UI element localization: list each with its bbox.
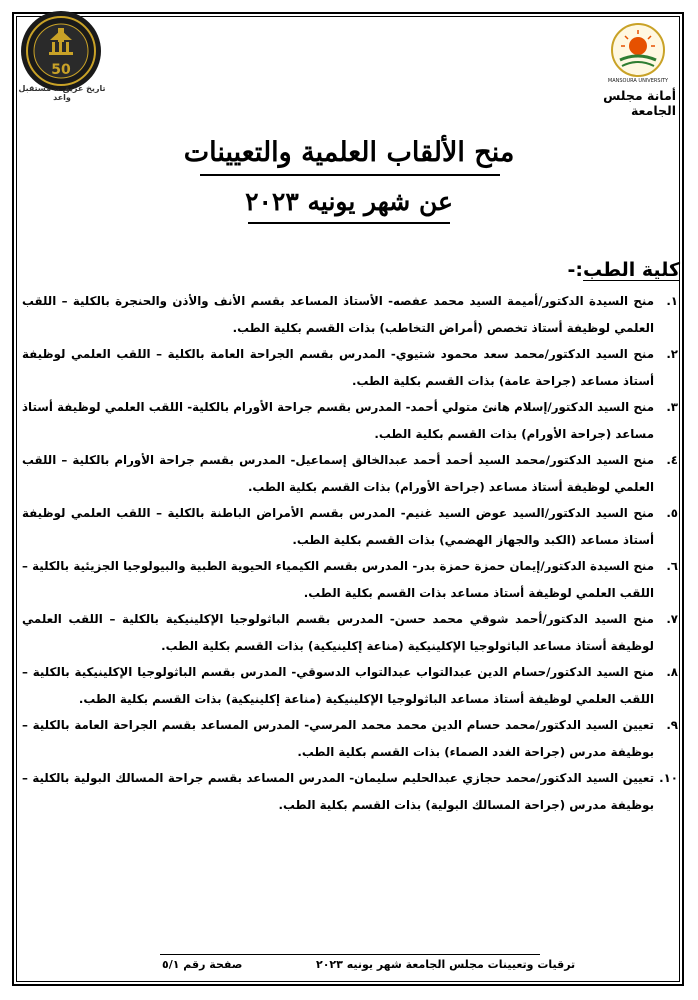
item-number: ٦. xyxy=(666,559,678,573)
list-item xyxy=(22,659,678,712)
svg-text:MANSOURA UNIVERSITY: MANSOURA UNIVERSITY xyxy=(608,78,668,84)
item-number: ٤. xyxy=(666,453,678,467)
list-item xyxy=(22,500,678,553)
item-number: ١٠. xyxy=(659,771,678,785)
footer-divider xyxy=(160,954,540,955)
item-text: منح السيد الدكتور/محمد السيد أحمد أحمد عبدالخالق إسماعيل- المدرس بقسم جراحة الأورام بالكلية – اللقب العلمي لوظيفة أستاذ مساعد (جراحة الأورام) بذات القسم بكلية الطب. xyxy=(22,453,654,494)
item-text: منح السيد الدكتور/محمد سعد محمود شتيوي- المدرس بقسم الجراحة العامة بالكلية – اللقب العلمي لوظيفة أستاذ مساعد (جراحة عامة) بذات القسم بكلية الطب. xyxy=(22,347,654,388)
university-logo xyxy=(608,22,668,84)
anniversary-logo xyxy=(20,10,102,92)
document-subtitle: عن شهر يونيه ٢٠٢٣ xyxy=(245,187,453,216)
list-item xyxy=(22,394,678,447)
item-text: منح السيد الدكتور/السيد عوض السيد غنيم- المدرس بقسم الأمراض الباطنة بالكلية – اللقب العلمي لوظيفة أستاذ مساعد (الكبد والجهاز الهضمي) بذات القسم بكلية الطب. xyxy=(22,506,654,547)
item-text: تعيين السيد الدكتور/محمد حجازي عبدالحليم سليمان- المدرس المساعد بقسم جراحة المسالك البولية بالكلية – بوظيفة مدرس (جراحة المسالك البولية) بذات القسم بكلية الطب. xyxy=(22,771,654,812)
item-text: منح السيد الدكتور/إسلام هانئ متولي أحمد- المدرس بقسم جراحة الأورام بالكلية- اللقب العلمي لوظيفة أستاذ مساعد (جراحة الأورام) بذات القسم بكلية الطب. xyxy=(22,400,654,441)
item-text: منح السيدة الدكتور/إيمان حمزة حمزة بدر- المدرس بقسم الكيمياء الحيوية الطبية والبيولوجيا الجزيئية بالكلية – اللقب العلمي لوظيفة أستاذ مساعد بذات القسم بكلية الطب. xyxy=(22,559,654,600)
item-text: منح السيد الدكتور/أحمد شوقي محمد حسن- المدرس بقسم الباثولوجيا الإكلينيكية بالكلية – اللقب العلمي لوظيفة أستاذ مساعد الباثولوجيا الإكلينيكية (مناعة إكلينيكية) بذات القسم بكلية الطب. xyxy=(22,612,654,653)
university-secretariat-label: أمانة مجلس الجامعة xyxy=(603,88,676,118)
list-item xyxy=(22,288,678,341)
anniversary-slogan: تاريخ عريق .. مستقبل واعد xyxy=(18,84,106,102)
list-item xyxy=(22,341,678,394)
item-number: ٣. xyxy=(666,400,678,414)
list-item xyxy=(22,765,678,818)
subtitle-underline xyxy=(248,222,450,224)
item-number: ٨. xyxy=(666,665,678,679)
item-number: ٥. xyxy=(666,506,678,520)
page-number: صفحة رقم ٥/١ xyxy=(162,958,243,971)
list-item xyxy=(22,447,678,500)
item-text: منح السيدة الدكتور/أميمة السيد محمد عفصه- الأستاذ المساعد بقسم الأنف والأذن والحنجرة بالكلية – اللقب العلمي لوظيفة أستاذ تخصص (أمراض التخاطب) بذات القسم بكلية الطب. xyxy=(22,294,654,335)
item-text: تعيين السيد الدكتور/محمد حسام الدين محمد محمد المرسي- المدرس المساعد بقسم الجراحة العامة بالكلية – بوظيفة مدرس (جراحة الغدد الصماء) بذات القسم بكلية الطب. xyxy=(22,718,654,759)
faculty-heading xyxy=(568,258,680,282)
item-text: منح السيد الدكتور/حسام الدين عبدالتواب عبدالتواب الدسوقي- المدرس بقسم الباثولوجيا الإكلينيكية بالكلية – اللقب العلمي لوظيفة أستاذ مساعد الباثولوجيا الإكلينيكية (مناعة إكلينيكية) بذات القسم بكلية الطب. xyxy=(22,665,654,706)
list-item xyxy=(22,712,678,765)
item-number: ١. xyxy=(666,294,678,308)
item-number: ٩. xyxy=(666,718,678,732)
item-number: ٢. xyxy=(666,347,678,361)
faculty-suffix: :- xyxy=(567,259,584,281)
list-item xyxy=(22,606,678,659)
document-title: منح الألقاب العلمية والتعيينات xyxy=(183,137,515,168)
appointments-list xyxy=(22,288,678,818)
svg-text:50: 50 xyxy=(51,62,71,78)
title-underline xyxy=(200,174,500,176)
footer-caption: ترقيات وتعيينات مجلس الجامعة شهر يونيه ٢٠٢٣ xyxy=(316,958,576,971)
list-item xyxy=(22,553,678,606)
item-number: ٧. xyxy=(666,612,678,626)
faculty-name: كلية الطب xyxy=(583,259,680,281)
